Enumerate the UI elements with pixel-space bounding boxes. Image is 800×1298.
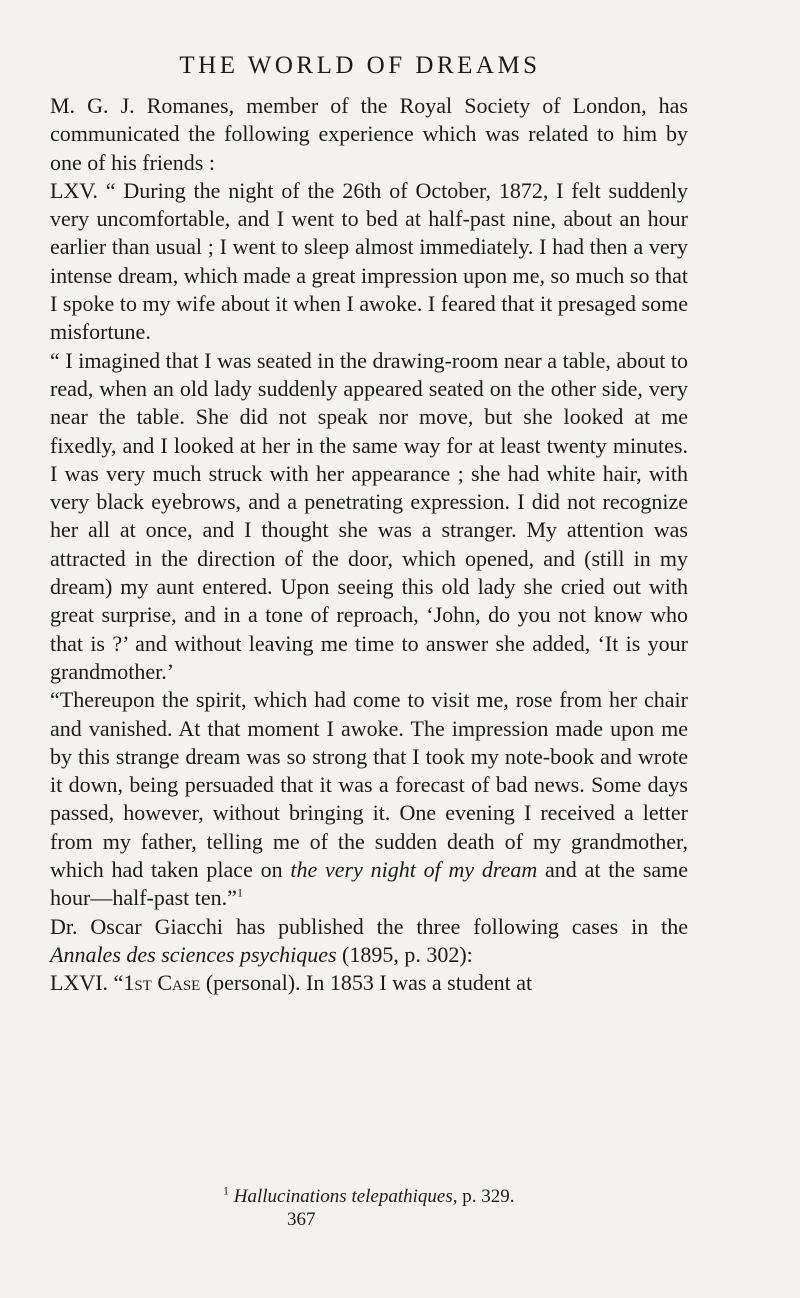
paragraph-giacchi-end: (1895, p. 302): xyxy=(342,941,473,967)
paragraph-awakening xyxy=(50,686,688,912)
paragraph-case-lxvi xyxy=(50,969,688,997)
paragraph-giacchi xyxy=(50,913,688,970)
paragraph-case-lxv-text: LXV. “ During the night of the 26th of October, 1872, I felt suddenly very uncomfortable, and I went to bed at half-past nine, about an hour earlier than usual ; I went to sleep almost immediately. I had then a very intense dream, which made a great impression upon me, so much so that I spoke to my wife about it when I awoke. I feared that it presaged some misfortune. xyxy=(50,177,688,345)
running-head: THE WORLD OF DREAMS xyxy=(179,52,541,79)
footnote-page: p. 329. xyxy=(462,1186,515,1207)
page-number: 367 xyxy=(287,1209,316,1230)
paragraph-dream xyxy=(50,347,688,687)
paragraph-awakening-text: “Thereupon the spirit, which had come to visit me, rose from her chair and vanished. At that moment I awoke. The impression made upon me by this strange dream was so strong that I took my note-book and wrote it down, being persuaded that it was a forecast of bad news. Some days passed, however, without bringing it. One evening I received a letter from my father, telling me of the sudden death of my grandmother, which had taken place on xyxy=(50,687,688,883)
footnote-ref: 1 xyxy=(236,885,243,900)
emphasis-text: the very night of my dream xyxy=(290,857,538,883)
footnote-1 xyxy=(223,1183,515,1208)
paragraph-intro-text: M. G. J. Romanes, member of the Royal Society of London, has communicated the following experience which was related to him by one of his friends : xyxy=(50,93,688,175)
case-lxvi-number: LXVI. “ xyxy=(50,970,124,996)
body-text xyxy=(50,92,688,998)
paragraph-giacchi-text: Dr. Oscar Giacchi has published the three following cases in the xyxy=(50,913,688,939)
case-label: 1st Case xyxy=(123,970,201,996)
paragraph-intro xyxy=(50,92,688,177)
footnote-title: Hallucinations telepathiques, xyxy=(233,1186,458,1207)
journal-title: Annales des sciences psychiques xyxy=(50,941,337,967)
footnote-marker: 1 xyxy=(223,1183,229,1198)
paragraph-dream-text: “ I imagined that I was seated in the drawing-room near a table, about to read, when an old lady suddenly appeared seated on the other side, very near the table. She did not speak nor move, but she looked at me fixedly, and I looked at her in the same way for at least twenty minutes. I was very much struck with her appearance ; she had white hair, with very black eyebrows, and a penetrating expression. I did not recognize her all at once, and I thought she was a stranger. My attention was attracted in the direction of the door, which opened, and (still in my dream) my aunt entered. Upon seeing this old lady she cried out with great surprise, and in a tone of reproach, ‘John, do you not know who that is ?’ and without leaving me time to answer she added, ‘It is your grandmother.’ xyxy=(50,347,688,684)
case-lxvi-text: (personal). In 1853 I was a student at xyxy=(205,970,533,996)
paragraph-case-lxv xyxy=(50,177,688,347)
paragraph-awakening-end: and at the same hour—half-past ten.” xyxy=(50,857,689,911)
